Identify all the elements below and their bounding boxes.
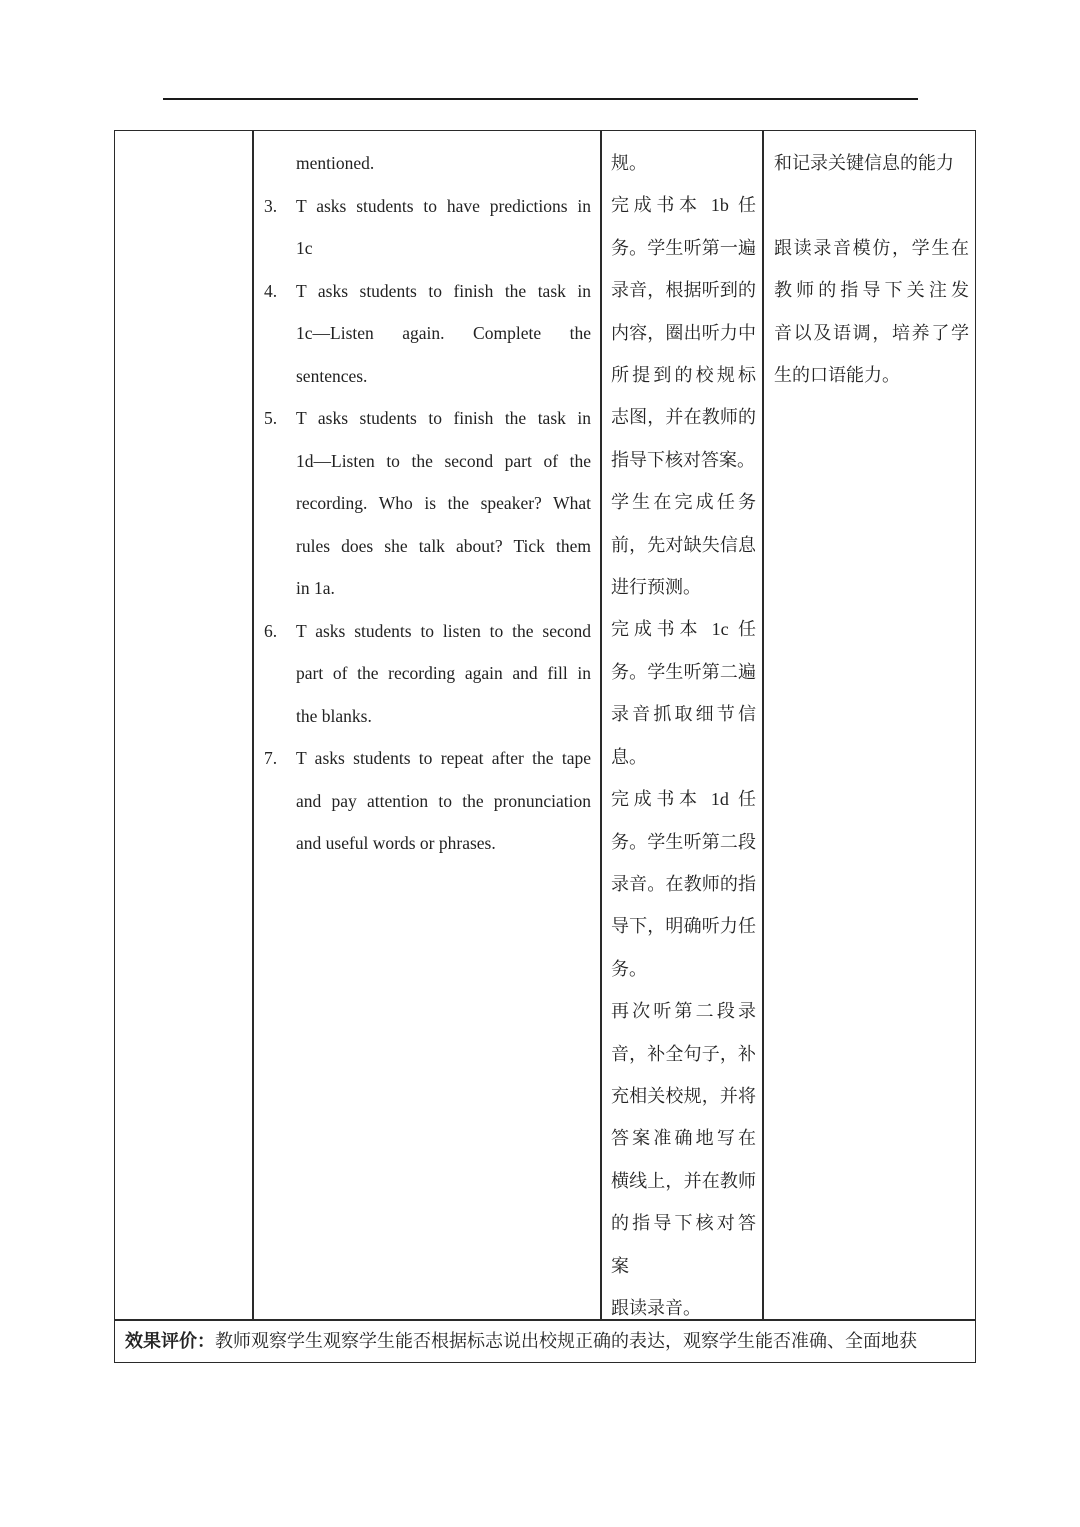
procedure-line: rules does she talk about? Tick them: [296, 535, 591, 556]
activity-line: 指导下核对答案。: [611, 449, 755, 470]
activity-line: 完成书本 1d 任: [611, 789, 756, 810]
activity-line: 内容，圈出听力中: [611, 322, 756, 343]
activity-line: 规。: [611, 153, 647, 173]
activity-line: 录音。在教师的指: [611, 873, 756, 894]
procedure-line: 1c: [296, 238, 313, 258]
activity-line: 志图，并在教师的: [611, 407, 756, 428]
procedure-line: T asks students to finish the task in: [296, 280, 591, 301]
activity-line: 跟读录音。: [611, 1297, 701, 1318]
procedure-item: [264, 610, 591, 738]
activity-line: 录音，根据听到的: [611, 280, 756, 301]
procedure-line: and pay attention to the pronunciation: [296, 790, 591, 811]
activity-line: 导下，明确听力任: [611, 916, 756, 937]
activity-line: 案: [611, 1255, 629, 1276]
procedure-number: 3.: [264, 195, 278, 216]
purpose-line: 音以及语调，培养了学: [774, 322, 969, 343]
procedure-line: T asks students to listen to the second: [296, 620, 591, 641]
activity-line: 务。学生听第二段: [611, 831, 756, 852]
activity-line: 完成书本 1b 任: [611, 195, 756, 216]
procedure-line: T asks students to finish the task in: [296, 408, 591, 428]
activity-line: 前，先对缺失信息: [611, 534, 756, 555]
evaluation-label: 效果评价：: [125, 1331, 215, 1351]
evaluation-row: [115, 1321, 975, 1361]
procedure-line: in 1a.: [296, 578, 335, 598]
activity-line: 答案准确地写在: [611, 1128, 756, 1149]
activity-line: 所提到的校规标: [611, 365, 756, 386]
purpose-continuation: 和记录关键信息的能力: [774, 153, 954, 173]
procedure-list: [264, 185, 591, 865]
student-activity-text: [611, 142, 756, 1329]
lesson-plan-table: [114, 130, 976, 1363]
activity-line: 务。学生听第一遍: [611, 237, 756, 258]
design-purpose-cell: [765, 131, 977, 396]
activity-line: 务。学生听第二遍: [611, 661, 756, 682]
purpose-gap: [774, 184, 969, 226]
procedure-number: 6.: [264, 620, 278, 641]
procedure-line: and useful words or phrases.: [296, 833, 496, 853]
activity-line: 息。: [611, 746, 647, 767]
student-activity-cell: [602, 131, 764, 1329]
procedure-line: recording. Who is the speaker? What: [296, 493, 591, 513]
procedure-line: 1d—Listen to the second part of the: [296, 450, 591, 471]
procedure-line: T asks students to have predictions in: [296, 195, 591, 216]
activity-line: 学生在完成任务: [611, 492, 756, 513]
procedure-continuation: mentioned.: [296, 153, 375, 173]
evaluation-text: 教师观察学生观察学生能否根据标志说出校规正确的表达，观察学生能否准确、全面地获: [215, 1331, 917, 1351]
stage-cell: [115, 131, 252, 1319]
procedure-number: 4.: [264, 280, 278, 301]
procedure-number: 5.: [264, 408, 278, 428]
purpose-line: 教师的指导下关注发: [774, 280, 969, 301]
purpose-line: 生的口语能力。: [774, 365, 900, 386]
procedure-item: [264, 737, 591, 865]
procedure-line: the blanks.: [296, 705, 372, 726]
activity-line: 的指导下核对答: [611, 1213, 756, 1234]
procedure-item: [264, 185, 591, 270]
activity-line: 音，补全句子，补: [611, 1043, 756, 1064]
activity-line: 务。: [611, 958, 647, 979]
procedure-line: sentences.: [296, 365, 368, 386]
activity-line: 再次听第二段录: [611, 1001, 756, 1022]
activity-line: 完成书本 1c 任: [611, 619, 756, 640]
procedure-line: 1c—Listen again. Complete the: [296, 323, 591, 343]
purpose-line: 跟读录音模仿，学生在: [774, 237, 969, 258]
procedure-number: 7.: [264, 748, 278, 768]
teacher-procedure-cell: [254, 131, 601, 865]
activity-line: 进行预测。: [611, 577, 701, 598]
activity-line: 录音抓取细节信: [611, 704, 756, 725]
procedure-line: part of the recording again and fill in: [296, 663, 591, 683]
activity-line: 横线上，并在教师: [611, 1170, 756, 1191]
procedure-item: [264, 270, 591, 398]
activity-line: 充相关校规，并将: [611, 1085, 756, 1106]
header-rule: [163, 98, 918, 100]
procedure-item: [264, 397, 591, 610]
purpose-text: [774, 227, 969, 397]
procedure-line: T asks students to repeat after the tape: [296, 748, 591, 768]
